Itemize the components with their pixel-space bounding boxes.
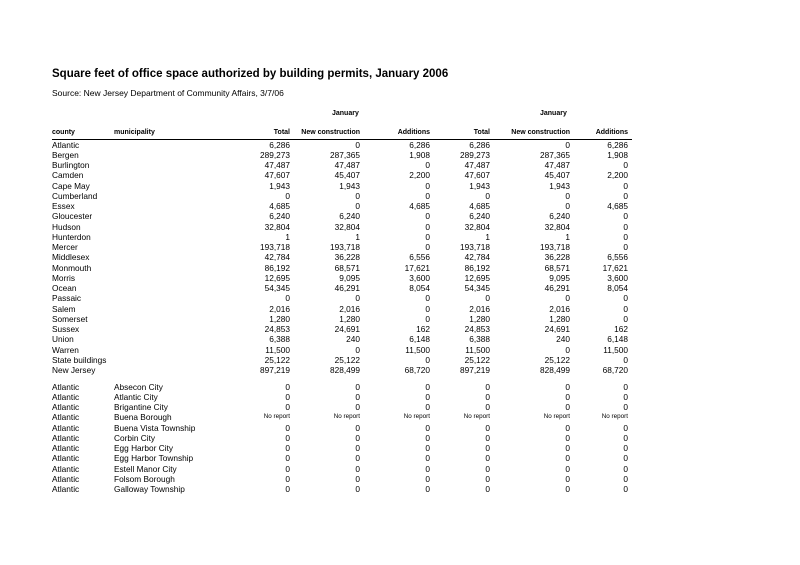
county-cell: Atlantic (52, 473, 80, 484)
additions-ytd-cell: 3,600 (607, 272, 628, 283)
county-cell: Morris (52, 272, 76, 283)
additions-ytd-cell: 11,500 (603, 344, 628, 355)
county-cell: Hunterdon (52, 231, 91, 242)
table-row (0, 412, 800, 422)
total-ytd-cell: 6,240 (469, 211, 490, 222)
table-row (0, 423, 800, 433)
new-construction-cell: 240 (346, 334, 360, 345)
additions-cell: 0 (425, 473, 430, 484)
municipality-cell: Atlantic City (114, 391, 158, 402)
additions-ytd-cell: 0 (623, 190, 628, 201)
new-construction-ytd-cell: 36,228 (544, 252, 570, 263)
total-cell: 897,219 (260, 365, 290, 375)
new-construction-ytd-cell: No report (543, 413, 570, 421)
additions-cell: 0 (425, 180, 430, 191)
table-row (0, 402, 800, 412)
total-cell: 6,240 (269, 211, 290, 222)
new-construction-cell: 36,228 (334, 252, 360, 263)
county-cell: Hudson (52, 221, 81, 232)
new-construction-cell: 0 (355, 484, 360, 494)
additions-cell: 3,600 (409, 272, 430, 283)
additions-ytd-cell: 0 (623, 160, 628, 170)
municipality-cell: Egg Harbor Township (114, 453, 194, 464)
additions-cell: 6,148 (409, 334, 430, 345)
total-cell: 1,943 (269, 180, 290, 191)
table-row (0, 150, 800, 160)
additions-cell: 0 (425, 391, 430, 402)
additions-cell: 0 (425, 231, 430, 242)
additions-cell: 0 (425, 402, 430, 412)
county-cell: Sussex (52, 324, 80, 334)
county-cell: Atlantic (52, 139, 80, 150)
additions-ytd-cell: 1,908 (607, 149, 628, 160)
municipality-cell: Galloway Township (114, 484, 185, 494)
total-ytd-cell: 0 (485, 443, 490, 453)
additions-ytd-cell: 0 (623, 473, 628, 484)
municipality-cell: Folsom Borough (114, 473, 175, 484)
total-cell: 289,273 (260, 149, 290, 160)
county-cell: Atlantic (52, 432, 80, 443)
new-construction-ytd-cell: 6,240 (549, 211, 570, 222)
county-cell: Union (52, 334, 74, 345)
table-row (0, 232, 800, 242)
source-note: Source: New Jersey Department of Community Affairs, 3/7/06 (52, 88, 284, 98)
new-construction-cell: 1,280 (339, 313, 360, 324)
total-cell: 0 (285, 190, 290, 201)
table-row (0, 160, 800, 170)
additions-cell: 0 (425, 303, 430, 314)
new-construction-ytd-cell: 0 (565, 402, 570, 412)
new-construction-cell: 0 (355, 344, 360, 355)
county-cell: Salem (52, 303, 76, 314)
total-ytd-cell: 1,280 (469, 313, 490, 324)
county-cell: Atlantic (52, 422, 80, 433)
additions-cell: 11,500 (405, 344, 430, 355)
new-construction-cell: 45,407 (334, 170, 360, 181)
municipality-cell: Buena Borough (114, 412, 172, 423)
county-cell: Cumberland (52, 190, 98, 201)
new-construction-cell: 0 (355, 381, 360, 392)
new-construction-cell: 0 (355, 443, 360, 453)
table-row (0, 382, 800, 392)
county-cell: Gloucester (52, 211, 93, 222)
header-county: county (52, 129, 75, 136)
additions-ytd-cell: 0 (623, 453, 628, 464)
new-construction-cell: 46,291 (334, 283, 360, 293)
new-construction-cell: 0 (355, 201, 360, 211)
additions-ytd-cell: 6,148 (607, 334, 628, 345)
new-construction-cell: 0 (355, 293, 360, 304)
total-ytd-cell: 6,388 (469, 334, 490, 345)
county-cell: Middlesex (52, 252, 90, 263)
total-ytd-cell: 42,784 (464, 252, 490, 263)
new-construction-ytd-cell: 193,718 (540, 242, 570, 252)
county-cell: Atlantic (52, 484, 80, 494)
total-ytd-cell: 24,853 (464, 324, 490, 334)
new-construction-cell: 0 (355, 463, 360, 474)
county-cell: Cape May (52, 180, 90, 191)
header-municipality: municipality (114, 129, 155, 136)
total-ytd-cell: 4,685 (469, 201, 490, 211)
new-construction-ytd-cell: 0 (565, 391, 570, 402)
additions-ytd-cell: 0 (623, 443, 628, 453)
table-row (0, 392, 800, 402)
county-cell: Bergen (52, 149, 79, 160)
additions-ytd-cell: 0 (623, 180, 628, 191)
total-ytd-cell: 2,016 (469, 303, 490, 314)
additions-ytd-cell: 6,286 (607, 139, 628, 150)
total-ytd-cell: 0 (485, 463, 490, 474)
total-ytd-cell: 0 (485, 422, 490, 433)
additions-ytd-cell: 0 (623, 422, 628, 433)
header-new-construction: New construction (301, 129, 360, 136)
municipality-cell: Egg Harbor City (114, 443, 174, 453)
new-construction-ytd-cell: 9,095 (549, 272, 570, 283)
additions-cell: 4,685 (409, 201, 430, 211)
new-construction-ytd-cell: 828,499 (540, 365, 570, 375)
additions-cell: 0 (425, 190, 430, 201)
additions-cell: 0 (425, 381, 430, 392)
total-cell: No report (263, 413, 290, 421)
county-cell: Burlington (52, 160, 90, 170)
new-construction-ytd-cell: 0 (565, 484, 570, 494)
total-ytd-cell: 1,943 (469, 180, 490, 191)
total-cell: 0 (285, 453, 290, 464)
table-row (0, 170, 800, 180)
table-row (0, 273, 800, 283)
total-cell: 6,286 (269, 139, 290, 150)
total-ytd-cell: 193,718 (460, 242, 490, 252)
additions-cell: 0 (425, 422, 430, 433)
new-construction-ytd-cell: 68,571 (544, 262, 570, 273)
additions-ytd-cell: 0 (623, 381, 628, 392)
additions-cell: 6,286 (409, 139, 430, 150)
new-construction-cell: 287,365 (330, 149, 360, 160)
table-row (0, 443, 800, 453)
new-construction-cell: 0 (355, 432, 360, 443)
total-cell: 47,487 (264, 160, 290, 170)
new-construction-ytd-cell: 46,291 (544, 283, 570, 293)
total-ytd-cell: 47,607 (464, 170, 490, 181)
table-row (0, 201, 800, 211)
additions-cell: 17,621 (404, 262, 430, 273)
total-ytd-cell: 12,695 (464, 272, 490, 283)
additions-ytd-cell: 0 (623, 391, 628, 402)
new-construction-cell: 47,487 (334, 160, 360, 170)
municipality-cell: Estell Manor City (114, 463, 177, 474)
total-cell: 6,388 (269, 334, 290, 345)
additions-cell: No report (403, 413, 430, 421)
table-row (0, 252, 800, 262)
total-cell: 0 (285, 293, 290, 304)
total-ytd-cell: 25,122 (464, 354, 490, 365)
additions-ytd-cell: 0 (623, 231, 628, 242)
period-label-ytd: January (540, 110, 567, 117)
additions-cell: 0 (425, 211, 430, 222)
municipality-cell: Brigantine City (114, 402, 168, 412)
table-row (0, 293, 800, 303)
table-row (0, 474, 800, 484)
new-construction-ytd-cell: 0 (565, 453, 570, 464)
header-additions-ytd: Additions (595, 129, 628, 136)
total-cell: 0 (285, 432, 290, 443)
table-row (0, 140, 800, 150)
total-cell: 1,280 (269, 313, 290, 324)
county-cell: State buildings (52, 354, 107, 365)
new-construction-cell: 0 (355, 402, 360, 412)
additions-cell: 0 (425, 443, 430, 453)
new-construction-ytd-cell: 0 (565, 422, 570, 433)
new-construction-cell: 193,718 (330, 242, 360, 252)
total-ytd-cell: 0 (485, 190, 490, 201)
new-construction-cell: 0 (355, 190, 360, 201)
additions-ytd-cell: 8,054 (607, 283, 628, 293)
total-ytd-cell: 0 (485, 453, 490, 464)
new-construction-ytd-cell: 0 (565, 432, 570, 443)
county-cell: Atlantic (52, 391, 80, 402)
additions-ytd-cell: 0 (623, 402, 628, 412)
total-cell: 42,784 (264, 252, 290, 263)
table-row (0, 242, 800, 252)
additions-cell: 1,908 (409, 149, 430, 160)
county-cell: Camden (52, 170, 84, 181)
new-construction-ytd-cell: 287,365 (540, 149, 570, 160)
new-construction-ytd-cell: 47,487 (544, 160, 570, 170)
new-construction-cell: 24,691 (334, 324, 360, 334)
total-cell: 1 (285, 231, 290, 242)
additions-ytd-cell: 0 (623, 313, 628, 324)
new-construction-ytd-cell: 0 (565, 473, 570, 484)
total-cell: 86,192 (264, 262, 290, 273)
total-cell: 0 (285, 484, 290, 494)
additions-ytd-cell: 17,621 (602, 262, 628, 273)
table-row (0, 263, 800, 273)
new-construction-cell: 0 (355, 422, 360, 433)
new-construction-ytd-cell: 0 (565, 190, 570, 201)
additions-ytd-cell: 2,200 (607, 170, 628, 181)
new-construction-ytd-cell: 0 (565, 344, 570, 355)
county-cell: Warren (52, 344, 79, 355)
total-ytd-cell: 11,500 (465, 344, 490, 355)
additions-ytd-cell: 4,685 (607, 201, 628, 211)
total-cell: 25,122 (264, 354, 290, 365)
county-cell: Monmouth (52, 262, 92, 273)
additions-cell: 0 (425, 432, 430, 443)
table-row (0, 324, 800, 334)
table-row (0, 191, 800, 201)
total-ytd-cell: 0 (485, 391, 490, 402)
table-row (0, 464, 800, 474)
new-construction-cell: No report (333, 413, 360, 421)
new-construction-ytd-cell: 0 (565, 443, 570, 453)
additions-ytd-cell: 6,556 (607, 252, 628, 263)
municipality-cell: Corbin City (114, 432, 156, 443)
table-row (0, 181, 800, 191)
new-construction-ytd-cell: 32,804 (544, 221, 570, 232)
new-construction-ytd-cell: 45,407 (544, 170, 570, 181)
additions-cell: 0 (425, 484, 430, 494)
additions-cell: 0 (425, 221, 430, 232)
new-construction-cell: 1,943 (339, 180, 360, 191)
new-construction-cell: 25,122 (334, 354, 360, 365)
new-construction-ytd-cell: 1,943 (549, 180, 570, 191)
county-cell: Somerset (52, 313, 88, 324)
total-ytd-cell: 0 (485, 402, 490, 412)
total-cell: 11,500 (265, 344, 290, 355)
additions-cell: 0 (425, 160, 430, 170)
new-construction-ytd-cell: 240 (556, 334, 570, 345)
table-row (0, 484, 800, 494)
new-construction-ytd-cell: 1 (565, 231, 570, 242)
new-construction-cell: 2,016 (339, 303, 360, 314)
total-cell: 0 (285, 391, 290, 402)
additions-cell: 0 (425, 453, 430, 464)
additions-ytd-cell: 68,720 (602, 365, 628, 375)
additions-cell: 162 (416, 324, 430, 334)
new-construction-cell: 0 (355, 453, 360, 464)
total-cell: 0 (285, 443, 290, 453)
county-cell: Essex (52, 201, 75, 211)
new-construction-cell: 0 (355, 473, 360, 484)
total-cell: 0 (285, 402, 290, 412)
table-row (0, 283, 800, 293)
county-cell: Atlantic (52, 443, 80, 453)
additions-ytd-cell: 0 (623, 242, 628, 252)
table-row (0, 365, 800, 375)
table-row (0, 355, 800, 365)
total-ytd-cell: 0 (485, 484, 490, 494)
additions-ytd-cell: 0 (623, 221, 628, 232)
total-cell: 12,695 (264, 272, 290, 283)
new-construction-ytd-cell: 0 (565, 463, 570, 474)
new-construction-ytd-cell: 0 (565, 201, 570, 211)
new-construction-ytd-cell: 0 (565, 293, 570, 304)
header-new-construction-ytd: New construction (511, 129, 570, 136)
additions-ytd-cell: 0 (623, 432, 628, 443)
total-cell: 0 (285, 381, 290, 392)
total-ytd-cell: 1 (485, 231, 490, 242)
new-construction-cell: 828,499 (330, 365, 360, 375)
additions-ytd-cell: 162 (614, 324, 628, 334)
additions-ytd-cell: 0 (623, 484, 628, 494)
additions-cell: 0 (425, 354, 430, 365)
table-row (0, 222, 800, 232)
total-ytd-cell: No report (463, 413, 490, 421)
additions-ytd-cell: 0 (623, 463, 628, 474)
additions-ytd-cell: 0 (623, 211, 628, 222)
table-row (0, 453, 800, 463)
additions-cell: 0 (425, 242, 430, 252)
header-total: Total (273, 129, 290, 136)
total-cell: 24,853 (264, 324, 290, 334)
total-cell: 193,718 (260, 242, 290, 252)
additions-cell: 0 (425, 463, 430, 474)
new-construction-ytd-cell: 2,016 (549, 303, 570, 314)
total-cell: 0 (285, 473, 290, 484)
additions-cell: 0 (425, 313, 430, 324)
new-construction-ytd-cell: 1,280 (549, 313, 570, 324)
county-cell: Atlantic (52, 453, 80, 464)
table-row (0, 304, 800, 314)
new-construction-cell: 6,240 (339, 211, 360, 222)
table-row (0, 345, 800, 355)
new-construction-cell: 9,095 (339, 272, 360, 283)
header-additions: Additions (397, 129, 430, 136)
additions-cell: 6,556 (409, 252, 430, 263)
new-construction-cell: 1 (355, 231, 360, 242)
total-ytd-cell: 54,345 (464, 283, 490, 293)
county-cell: New Jersey (52, 365, 96, 375)
total-ytd-cell: 47,487 (464, 160, 490, 170)
new-construction-cell: 32,804 (334, 221, 360, 232)
table-row (0, 433, 800, 443)
new-construction-cell: 0 (355, 139, 360, 150)
additions-cell: 8,054 (409, 283, 430, 293)
total-cell: 0 (285, 422, 290, 433)
total-ytd-cell: 32,804 (464, 221, 490, 232)
county-cell: Passaic (52, 293, 82, 304)
municipality-cell: Buena Vista Township (114, 422, 196, 433)
table-row (0, 314, 800, 324)
new-construction-ytd-cell: 24,691 (544, 324, 570, 334)
additions-cell: 0 (425, 293, 430, 304)
county-cell: Atlantic (52, 381, 80, 392)
county-cell: Atlantic (52, 463, 80, 474)
additions-ytd-cell: 0 (623, 354, 628, 365)
county-cell: Atlantic (52, 402, 80, 412)
additions-ytd-cell: No report (601, 413, 628, 421)
county-cell: Mercer (52, 242, 78, 252)
table-row (0, 211, 800, 221)
additions-ytd-cell: 0 (623, 293, 628, 304)
total-ytd-cell: 897,219 (460, 365, 490, 375)
total-ytd-cell: 0 (485, 473, 490, 484)
total-cell: 47,607 (264, 170, 290, 181)
total-cell: 0 (285, 463, 290, 474)
total-cell: 4,685 (269, 201, 290, 211)
total-cell: 2,016 (269, 303, 290, 314)
new-construction-cell: 68,571 (334, 262, 360, 273)
new-construction-ytd-cell: 25,122 (544, 354, 570, 365)
additions-cell: 2,200 (409, 170, 430, 181)
total-ytd-cell: 6,286 (469, 139, 490, 150)
total-cell: 32,804 (264, 221, 290, 232)
total-ytd-cell: 86,192 (464, 262, 490, 273)
total-ytd-cell: 0 (485, 432, 490, 443)
additions-cell: 68,720 (404, 365, 430, 375)
total-ytd-cell: 0 (485, 381, 490, 392)
county-cell: Atlantic (52, 412, 80, 423)
total-ytd-cell: 289,273 (460, 149, 490, 160)
municipality-cell: Absecon City (114, 381, 163, 392)
table-row (0, 334, 800, 344)
total-ytd-cell: 0 (485, 293, 490, 304)
period-label-current: January (332, 110, 359, 117)
additions-ytd-cell: 0 (623, 303, 628, 314)
new-construction-ytd-cell: 0 (565, 381, 570, 392)
new-construction-cell: 0 (355, 391, 360, 402)
header-total-ytd: Total (473, 129, 490, 136)
county-cell: Ocean (52, 283, 77, 293)
new-construction-ytd-cell: 0 (565, 139, 570, 150)
report-title: Square feet of office space authorized by building permits, January 2006 (52, 68, 449, 80)
total-cell: 54,345 (264, 283, 290, 293)
